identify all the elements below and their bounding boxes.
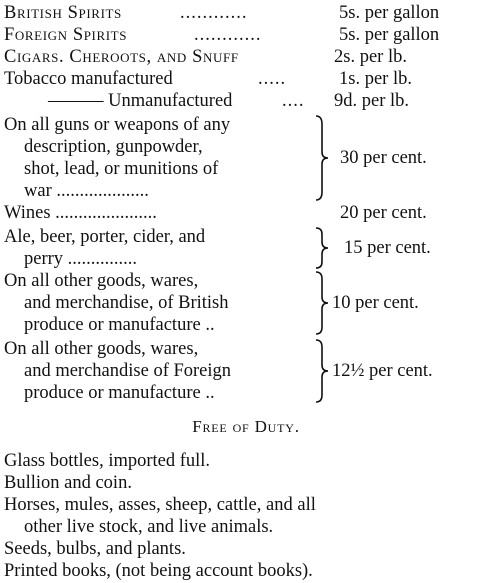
row-dots: ............ [180, 3, 248, 23]
free-item: Horses, mules, asses, sheep, cattle, and all [4, 495, 316, 515]
group-rate: 30 per cent. [340, 148, 427, 168]
row-rate: 1s. per lb. [339, 69, 412, 89]
row-label: Foreign Spirits [4, 25, 128, 45]
row-rate: 2s. per lb. [334, 47, 407, 67]
group-line: perry ............... [24, 249, 138, 269]
row-dots: ..... [258, 69, 287, 89]
group-rate: 10 per cent. [332, 293, 419, 313]
row-rate: 5s. per gallon [339, 25, 440, 45]
group-line: description, gunpowder, [24, 137, 203, 157]
free-item: Glass bottles, imported full. [4, 451, 211, 471]
row-label: Cigars. Cheroots, and Snuff [4, 47, 239, 67]
row-rate: 5s. per gallon [339, 3, 440, 23]
group-line: On all guns or weapons of any [4, 115, 231, 135]
brace-icon [314, 270, 330, 336]
brace-icon [314, 226, 330, 270]
group-rate: 12½ per cent. [332, 361, 433, 381]
brace-icon [314, 338, 330, 404]
group-line: produce or manufacture .. [24, 315, 215, 335]
group-line: and merchandise of Foreign [24, 361, 232, 381]
group-line: and merchandise, of British [24, 293, 229, 313]
group-rate: 20 per cent. [340, 203, 427, 223]
group-line: war .................... [24, 181, 149, 201]
row-label: Tobacco manufactured [4, 69, 173, 89]
free-item: Seeds, bulbs, and plants. [4, 539, 186, 559]
group-line: Ale, beer, porter, cider, and [4, 227, 206, 247]
row-dots: ............ [194, 25, 262, 45]
group-line: Wines ...................... [4, 203, 157, 223]
group-line: On all other goods, wares, [4, 339, 199, 359]
group-line: produce or manufacture .. [24, 383, 215, 403]
free-item: other live stock, and live animals. [24, 517, 274, 537]
group-line: On all other goods, wares, [4, 271, 199, 291]
row-dots: .... [282, 91, 305, 111]
free-item: Printed books, (not being account books). [4, 561, 313, 581]
section-heading: Free of Duty. [192, 417, 300, 436]
free-item: Bullion and coin. [4, 473, 132, 493]
brace-icon [314, 114, 330, 202]
group-line: shot, lead, or munitions of [24, 159, 219, 179]
group-rate: 15 per cent. [344, 238, 431, 258]
row-label: ——— Unmanufactured [48, 91, 233, 111]
row-label: British Spirits [4, 3, 122, 23]
row-rate: 9d. per lb. [334, 91, 410, 111]
